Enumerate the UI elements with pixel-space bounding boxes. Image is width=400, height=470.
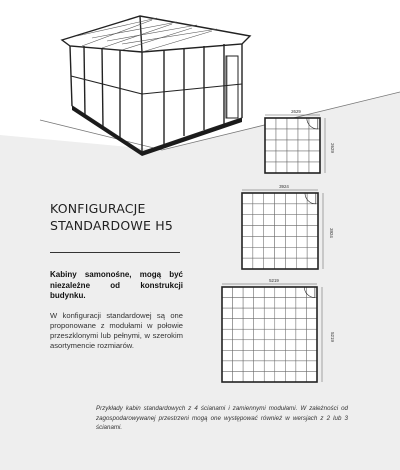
- floor-module: [253, 215, 264, 226]
- floor-module: [265, 118, 276, 129]
- floor-module: [264, 236, 275, 247]
- floor-module: [233, 329, 244, 340]
- floor-module: [306, 340, 317, 351]
- floor-module: [298, 162, 309, 173]
- floor-module: [275, 204, 286, 215]
- floor-module: [306, 371, 317, 382]
- floor-module: [264, 371, 275, 382]
- heading-line-1: KONFIGURACJE: [50, 201, 146, 216]
- floor-module: [307, 258, 318, 269]
- floor-module: [264, 247, 275, 258]
- floor-module: [275, 258, 286, 269]
- floor-module: [287, 129, 298, 140]
- floor-module: [275, 215, 286, 226]
- floor-module: [298, 151, 309, 162]
- floor-module: [243, 298, 254, 309]
- floor-module: [243, 329, 254, 340]
- floor-module: [275, 193, 286, 204]
- floor-module: [296, 193, 307, 204]
- floor-module: [222, 329, 233, 340]
- floor-module: [275, 340, 286, 351]
- floor-module: [285, 371, 296, 382]
- floor-module: [264, 258, 275, 269]
- floor-module: [265, 151, 276, 162]
- floor-module: [285, 193, 296, 204]
- floor-module: [306, 329, 317, 340]
- floor-module: [306, 319, 317, 330]
- floor-module: [285, 204, 296, 215]
- floor-module: [296, 236, 307, 247]
- floor-module: [275, 308, 286, 319]
- floor-module: [307, 204, 318, 215]
- floor-module: [296, 319, 307, 330]
- floor-module: [233, 298, 244, 309]
- floor-module: [222, 298, 233, 309]
- floor-module: [276, 129, 287, 140]
- floor-module: [296, 226, 307, 237]
- floor-module: [265, 140, 276, 151]
- floor-module: [254, 340, 265, 351]
- floor-module: [254, 298, 265, 309]
- floor-module: [285, 226, 296, 237]
- floor-module: [287, 162, 298, 173]
- floor-module: [264, 319, 275, 330]
- floor-module: [233, 350, 244, 361]
- floor-module: [242, 215, 253, 226]
- floor-module: [309, 129, 320, 140]
- floor-module: [296, 204, 307, 215]
- floor-module: [242, 226, 253, 237]
- floor-module: [296, 215, 307, 226]
- floor-module: [275, 298, 286, 309]
- floor-module: [265, 162, 276, 173]
- floor-module: [285, 236, 296, 247]
- floor-module: [243, 361, 254, 372]
- floor-module: [285, 340, 296, 351]
- floor-module: [296, 298, 307, 309]
- floor-module: [265, 129, 276, 140]
- floor-module: [264, 350, 275, 361]
- floor-module: [253, 247, 264, 258]
- floor-module: [298, 140, 309, 151]
- floor-module: [307, 193, 318, 204]
- floor-module: [306, 298, 317, 309]
- floor-module: [254, 329, 265, 340]
- floor-module: [264, 193, 275, 204]
- floor-module: [296, 350, 307, 361]
- body-paragraph: W konfiguracji standardowej są one proponowane z modułami w połowie przeszklonymi lub pełnymi, w szerokim asortymencie rozmiarów.: [50, 311, 183, 350]
- floor-module: [264, 287, 275, 298]
- floor-module: [264, 298, 275, 309]
- floor-module: [242, 258, 253, 269]
- floor-module: [285, 308, 296, 319]
- floor-module: [296, 371, 307, 382]
- floor-module: [233, 340, 244, 351]
- floor-module: [298, 129, 309, 140]
- floor-module: [253, 204, 264, 215]
- floor-module: [264, 204, 275, 215]
- floor-module: [254, 308, 265, 319]
- floor-module: [243, 350, 254, 361]
- floor-module: [285, 319, 296, 330]
- floor-module: [233, 361, 244, 372]
- floor-module: [233, 319, 244, 330]
- floor-module: [222, 287, 233, 298]
- floor-module: [285, 287, 296, 298]
- floor-module: [285, 361, 296, 372]
- floor-module: [253, 193, 264, 204]
- floor-module: [264, 308, 275, 319]
- floor-module: [296, 329, 307, 340]
- floor-module: [275, 236, 286, 247]
- floor-module: [285, 215, 296, 226]
- floor-module: [309, 162, 320, 173]
- floor-module: [222, 308, 233, 319]
- floor-module: [285, 350, 296, 361]
- floor-module: [242, 204, 253, 215]
- floor-module: [296, 308, 307, 319]
- lead-paragraph: Kabiny samonośne, mogą być niezależne od konstrukcji budynku.: [50, 270, 183, 300]
- floor-module: [307, 215, 318, 226]
- floor-module: [242, 236, 253, 247]
- floor-plan-large: [212, 277, 337, 391]
- floor-module: [253, 236, 264, 247]
- floor-module: [264, 329, 275, 340]
- floor-module: [276, 162, 287, 173]
- floor-module: [307, 236, 318, 247]
- divider: [50, 252, 180, 253]
- floor-module: [287, 140, 298, 151]
- floor-module: [285, 298, 296, 309]
- floor-module: [254, 350, 265, 361]
- floor-module: [276, 118, 287, 129]
- floor-module: [233, 287, 244, 298]
- floor-module: [276, 140, 287, 151]
- floor-module: [275, 329, 286, 340]
- floor-module: [242, 247, 253, 258]
- floor-module: [264, 226, 275, 237]
- floor-module: [306, 308, 317, 319]
- floor-module: [243, 340, 254, 351]
- floor-module: [222, 361, 233, 372]
- plan-3-depth-label: 5219: [330, 332, 335, 342]
- floor-module: [306, 287, 317, 298]
- heading-line-2: STANDARDOWE H5: [50, 218, 173, 233]
- floor-module: [296, 258, 307, 269]
- floor-module: [306, 361, 317, 372]
- floor-module: [275, 247, 286, 258]
- floor-module: [309, 140, 320, 151]
- floor-module: [254, 361, 265, 372]
- floor-plan-small: [255, 108, 337, 178]
- floor-module: [275, 287, 286, 298]
- plan-1-depth-label: 2629: [330, 143, 335, 153]
- floor-module: [285, 258, 296, 269]
- floor-module: [307, 247, 318, 258]
- floor-module: [254, 319, 265, 330]
- plan-2-width-label: 3924: [279, 184, 289, 189]
- floor-module: [243, 308, 254, 319]
- floor-module: [296, 287, 307, 298]
- floor-module: [254, 371, 265, 382]
- floor-module: [275, 350, 286, 361]
- floor-module: [275, 361, 286, 372]
- floor-module: [285, 329, 296, 340]
- floor-module: [298, 118, 309, 129]
- floor-module: [276, 151, 287, 162]
- floor-module: [264, 361, 275, 372]
- floor-module: [254, 287, 265, 298]
- floor-module: [287, 118, 298, 129]
- floor-module: [285, 247, 296, 258]
- floor-module: [253, 226, 264, 237]
- floor-plan-medium: [232, 183, 337, 275]
- plan-2-depth-label: 3924: [329, 228, 334, 238]
- floor-module: [275, 319, 286, 330]
- floor-module: [243, 287, 254, 298]
- floor-module: [275, 226, 286, 237]
- floor-module: [296, 340, 307, 351]
- floor-module: [233, 371, 244, 382]
- plan-1-width-label: 2629: [291, 109, 301, 114]
- floor-module: [243, 371, 254, 382]
- floor-module: [275, 371, 286, 382]
- floor-module: [287, 151, 298, 162]
- floor-module: [222, 319, 233, 330]
- floor-module: [222, 340, 233, 351]
- floor-module: [264, 340, 275, 351]
- floor-module: [306, 350, 317, 361]
- section-heading: [50, 200, 190, 234]
- floor-module: [309, 151, 320, 162]
- floor-module: [253, 258, 264, 269]
- floor-module: [309, 118, 320, 129]
- plan-3-width-label: 5219: [269, 278, 279, 283]
- floor-module: [233, 308, 244, 319]
- floor-module: [264, 215, 275, 226]
- floor-module: [242, 193, 253, 204]
- floor-module: [296, 361, 307, 372]
- floor-module: [222, 371, 233, 382]
- floor-module: [296, 247, 307, 258]
- floor-module: [243, 319, 254, 330]
- floor-module: [222, 350, 233, 361]
- figure-caption: Przykłady kabin standardowych z 4 ścianami i zamiennymi modułami. W zależności od zagospodarowywanej przestrzeni mogą one występować również w wersjach z 2 lub 3 ścianami.: [96, 405, 348, 431]
- floor-module: [307, 226, 318, 237]
